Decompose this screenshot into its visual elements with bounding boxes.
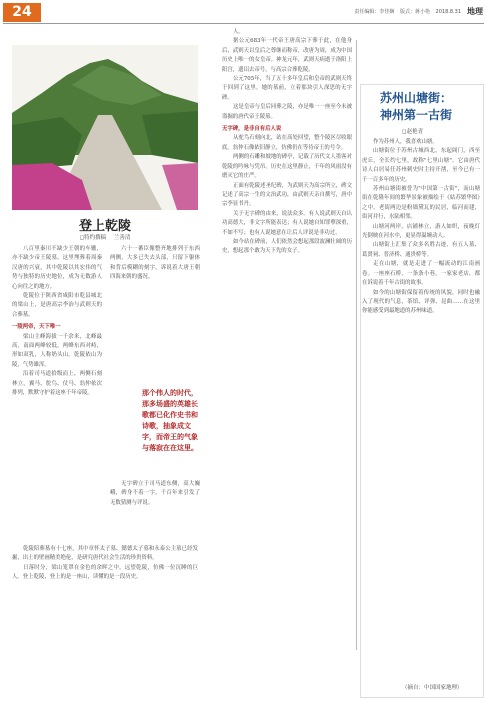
editor-credit: 责任编辑：李佳娴 — [354, 9, 395, 15]
subheading: 无字碑，是非自有后人说 — [222, 126, 282, 133]
sidebar-title-line1: 苏州山塘街： — [380, 91, 453, 105]
issue-date: 2018.8.31 — [435, 9, 461, 15]
paragraph: 八百里秦川不缺少王朝的车辙，亦不缺少帝王陵墓。这里埋葬着周秦汉唐的兴衰，其中乾陵以其宏伟的气势与独特的历史地位，成为无数游人心向往之的地方。 — [12, 246, 102, 290]
sidebar-title-line2: 神州第一古街 — [380, 108, 453, 122]
paragraph: 山塘街位于苏州古城西北，东起阊门，西至虎丘，全长约七里，故称"七里山塘"。它由唐代诗人白居易任苏州刺史时主持开凿，至今已有一千一百多年的历史。 — [362, 148, 480, 183]
story-column-3 — [222, 28, 352, 696]
byline-tag: ◻特约撰稿 — [79, 235, 107, 241]
pull-quote-text: 那个伟人的时代，那多场盛的英雄长歌都已化作史书和诗歌，抽象成文字，而帝王的气象与落寂在在这里。 — [142, 389, 198, 452]
paragraph: 六十一蕃臣像整齐地排列于东西两侧，大多已失去头部，只留下躯体和背后模糊的刻字，诉说着大唐王朝四海来朝的盛况。 — [110, 246, 200, 281]
byline-author: 兰善清 — [113, 235, 131, 241]
paragraph: 乾陵位于陕西省咸阳市乾县城北的梁山上，是唐高宗李治与武则天的合葬墓。 — [12, 293, 102, 318]
story-column-bottom — [12, 545, 198, 695]
pull-quote — [142, 388, 200, 478]
paragraph: 沿着司马道拾级而上，两侧石刻林立，翼马、鸵鸟、仗马、翁仲依次排列，默默守护着这座千年帝陵。 — [12, 371, 102, 397]
paragraph: 山塘河两岸，店铺林立，游人如织，夜晚灯光倒映在河水中，更显得温婉动人。 — [362, 223, 480, 240]
paragraph: 人。 — [233, 29, 244, 35]
sidebar-title — [380, 90, 480, 124]
paragraph: 无字碑立于司马道东侧，高大巍峨，碑身不着一字，千百年来引发了无数猜测与评说。 — [110, 481, 200, 506]
paragraph: 乾陵陪葬墓有十七座，其中章怀太子墓、懿德太子墓和永泰公主墓已经发掘，出土的壁画精美绝伦，是研究唐代社会生活的珍贵资料。 — [12, 546, 198, 562]
paragraph: 如今的山塘街保留着传统的风貌，同时也融入了现代的气息，茶馆、评弹、昆曲……在这里你能感受到最地道的苏州味道。 — [362, 289, 480, 315]
paragraph: 从驼鸟石刻向北，站在高处回望，整个陵区尽收眼底。翁仲石像依旧静立，仿佛仍在等待帝王的号令。 — [222, 135, 352, 151]
paragraph: 如今站在碑前，人们依然会想起那段波澜壮阔的历史，想起那个敢为天下先的女子。 — [222, 238, 352, 255]
header-meta — [350, 8, 461, 15]
subheading: 一陵两帝，天下唯一 — [12, 324, 61, 331]
paragraph: 走在山塘，就是走进了一幅流动的江南画卷。一座座石桥，一条条小巷，一家家老店，都在诉说着千年古街的故事。 — [362, 261, 480, 287]
story-title: 登上乾陵 — [78, 219, 131, 234]
layout-credit: 版式：蒋小艳 — [399, 9, 430, 15]
story-column-2 — [110, 245, 200, 387]
page-number: 24 — [3, 3, 41, 22]
sidebar-source: （摘自：中国国家地理） — [402, 685, 463, 691]
paragraph: 公元705年，当了五十多年皇后和皇帝的武则天终于回到了这里。她的墓前，立着那块引人深思的无字碑。 — [222, 76, 352, 101]
paragraph: 正面有乾陵述圣纪碑，为武则天为高宗所立，碑文记述了高宗一生的文治武功，由武则天亲自撰写，唐中宗李显书丹。 — [222, 182, 352, 208]
paragraph: 梁山主峰海拔一千余米，北峰最高，南面两峰较低，两峰东西对峙，形如双乳，人称奶头山。乾陵依山为陵，气势雄浑。 — [12, 333, 102, 368]
story-byline — [12, 233, 198, 241]
header-rule — [3, 23, 484, 24]
paragraph: 苏州山塘街被誉为"中国第一古街"，而山塘街在乾隆年间的繁华景象被描绘于《姑苏繁华图》之中。老街两边是粉墙黛瓦的民居，临河而建，街河并行，水陆相邻。 — [362, 186, 480, 221]
paragraph: 两侧的石雕和坡地的碑亭，记载了历代文人墨客对乾陵的吟咏与凭吊。历史在这里静止，千年的风雨没有磨灭它的庄严。 — [222, 154, 352, 180]
sidebar-body — [362, 138, 480, 678]
paragraph: 作为苏州人，我喜欢山塘。 — [373, 139, 438, 145]
section-name: 地理 — [467, 7, 483, 16]
paragraph: 这是皇帝与皇后同葬之陵，亦是唯一一座至今未被盗掘的唐代帝王陵墓。 — [222, 104, 352, 120]
paragraph: 山塘街上汇集了众多名胜古迹，有五人墓、葛贤祠、普济桥、通贵桥等。 — [362, 242, 480, 258]
sidebar-author: ◻赵艳青 — [402, 129, 424, 135]
paragraph: 关于无字碑的由来，说法众多。有人说武则天自认功高德大，非文字所能表达；有人说她自知罪孽深重，不如不写；也有人说她意在让后人评说是非功过。 — [222, 210, 352, 236]
story-column-2b — [110, 480, 200, 545]
paragraph: 据公元683年一代帝王唐高宗下葬于此，在他身后，武则天以皇后之尊继而称帝，改唐为周，成为中国历史上唯一的女皇帝。神龙元年，武则天病逝于洛阳上阳宫，遗诏去帝号，与高宗合葬乾陵。 — [222, 38, 352, 73]
column-divider — [356, 40, 357, 650]
qianling-photo — [12, 45, 198, 210]
paragraph: 日落时分，梁山笼罩在金色的余晖之中，远望乾陵，仿佛一位沉睡的巨人。登上乾陵，登上的是一座山，读懂的是一段历史。 — [12, 564, 198, 581]
page-header — [0, 0, 487, 24]
